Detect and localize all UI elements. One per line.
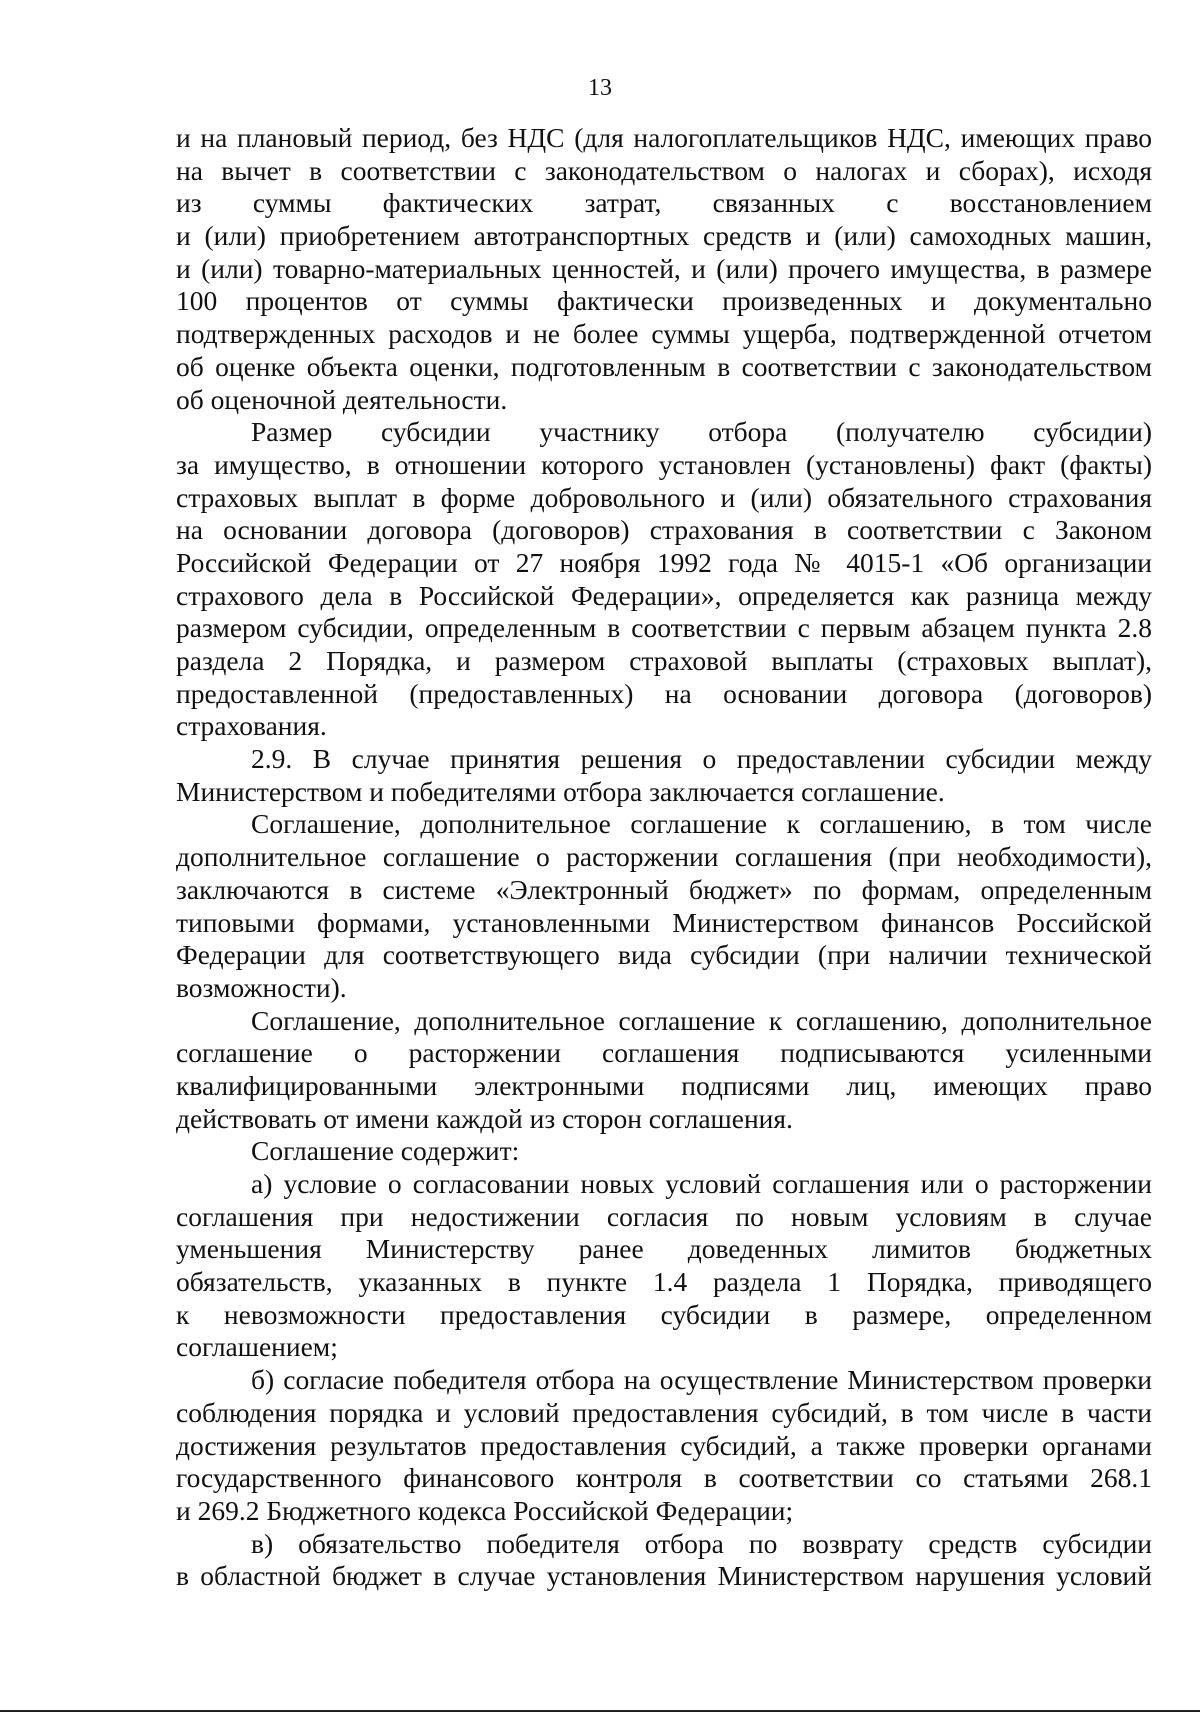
text-line: размером субсидии, определенным в соответствии с первым абзацем пункта 2.8 — [176, 612, 1152, 644]
text-line: достижения результатов предоставления субсидий, а также проверки органами — [176, 1429, 1152, 1461]
text-line: и (или) приобретением автотранспортных средств и (или) самоходных машин, — [176, 220, 1152, 252]
text-line: возможности). — [176, 971, 347, 1003]
text-line: и (или) товарно-материальных ценностей, и (или) прочего имущества, в размере — [176, 252, 1152, 284]
text-line: в) обязательство победителя отбора по возврату средств субсидии — [251, 1527, 1152, 1559]
text-line: и 269.2 Бюджетного кодекса Российской Федерации; — [176, 1494, 794, 1526]
text-line: соблюдения порядка и условий предоставления субсидий, в том числе в части — [176, 1396, 1152, 1428]
text-line: уменьшения Министерству ранее доведенных лимитов бюджетных — [176, 1233, 1152, 1265]
text-line: соглашения при недостижении согласия по новым условиям в случае — [176, 1200, 1152, 1232]
text-line: б) согласие победителя отбора на осуществление Министерством проверки — [251, 1364, 1152, 1396]
text-line: Федерации для соответствующего вида субсидии (при наличии технической — [176, 939, 1152, 971]
page-number: 13 — [588, 75, 612, 101]
text-line: а) условие о согласовании новых условий соглашения или о расторжении — [251, 1168, 1152, 1199]
text-line: страховых выплат в форме добровольного и (или) обязательного страхования — [176, 481, 1152, 513]
text-line: об оценке объекта оценки, подготовленным в соответствии с законодательством — [176, 350, 1152, 382]
text-line: Соглашение, дополнительное соглашение к соглашению, дополнительное — [251, 1004, 1152, 1036]
text-line: за имущество, в отношении которого установлен (установлены) факт (факты) — [176, 448, 1152, 480]
text-line: подтвержденных расходов и не более суммы ущерба, подтвержденной отчетом — [176, 318, 1152, 350]
text-line: заключаются в системе «Электронный бюджет» по формам, определенным — [176, 873, 1152, 905]
text-line: на основании договора (договоров) страхования в соответствии с Законом — [176, 514, 1152, 546]
text-line: 100 процентов от суммы фактически произведенных и документально — [176, 285, 1152, 317]
text-line: в областной бюджет в случае установления Министерством нарушения условий — [176, 1560, 1152, 1592]
text-line: действовать от имени каждой из сторон соглашения. — [176, 1102, 793, 1134]
text-line: из суммы фактических затрат, связанных с восстановлением — [176, 187, 1152, 219]
text-line: Соглашение, дополнительное соглашение к соглашению, в том числе — [251, 808, 1152, 840]
text-line: квалифицированными электронными подписями лиц, имеющих право — [176, 1069, 1152, 1101]
text-line: раздела 2 Порядка, и размером страховой выплаты (страховых выплат), — [176, 645, 1152, 676]
text-line: дополнительное соглашение о расторжении соглашения (при необходимости), — [176, 841, 1152, 873]
text-line: Российской Федерации от 27 ноября 1992 года № 4015-1 «Об организации — [176, 546, 1152, 578]
text-line: страхования. — [176, 710, 327, 742]
text-line: соглашением; — [176, 1331, 338, 1363]
text-line: страхового дела в Российской Федерации», определяется как разница между — [176, 579, 1152, 611]
text-line: и на плановый период, без НДС (для налогоплательщиков НДС, имеющих право — [176, 122, 1152, 153]
text-line: Размер субсидии участнику отбора (получателю субсидии) — [251, 416, 1152, 448]
scan-edge-line — [0, 1710, 1200, 1712]
text-line: предоставленной (предоставленных) на основании договора (договоров) — [176, 677, 1152, 709]
text-line: об оценочной деятельности. — [176, 383, 508, 415]
text-line: к невозможности предоставления субсидии в размере, определенном — [176, 1298, 1152, 1330]
text-line: 2.9. В случае принятия решения о предоставлении субсидии между — [251, 743, 1152, 775]
text-line: государственного финансового контроля в соответствии со статьями 268.1 — [176, 1462, 1152, 1494]
text-line: Соглашение содержит: — [251, 1135, 520, 1167]
text-line: типовыми формами, установленными Министерством финансов Российской — [176, 906, 1152, 938]
text-line: на вычет в соответствии с законодательством о налогах и сборах), исходя — [176, 154, 1152, 186]
text-line: обязательств, указанных в пункте 1.4 раздела 1 Порядка, приводящего — [176, 1266, 1152, 1298]
text-line: соглашение о расторжении соглашения подписываются усиленными — [176, 1037, 1152, 1069]
text-line: Министерством и победителями отбора заключается соглашение. — [176, 775, 945, 807]
document-body — [176, 122, 1152, 1593]
